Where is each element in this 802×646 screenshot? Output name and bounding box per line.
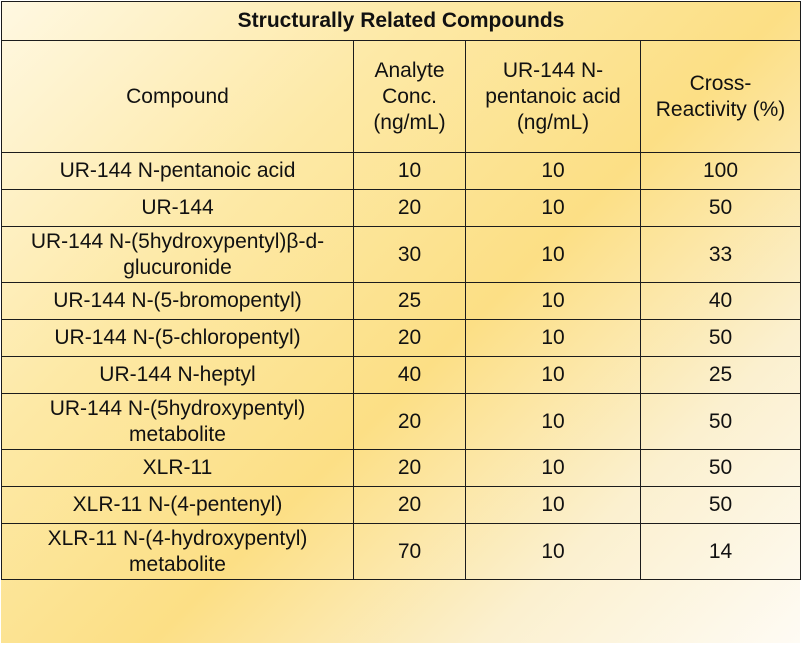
analyte-conc-cell: 40 xyxy=(354,357,466,394)
cross-reactivity-cell: 50 xyxy=(641,450,801,487)
cross-reactivity-cell: 14 xyxy=(641,524,801,580)
pentanoic-conc-cell: 10 xyxy=(466,227,641,283)
table-title: Structurally Related Compounds xyxy=(2,2,801,41)
cross-reactivity-cell: 50 xyxy=(641,320,801,357)
table-row xyxy=(2,190,801,227)
analyte-conc-cell: 20 xyxy=(354,320,466,357)
compound-cell: XLR-11 xyxy=(2,450,354,487)
analyte-conc-cell: 20 xyxy=(354,450,466,487)
cross-reactivity-cell: 50 xyxy=(641,190,801,227)
compound-cell: XLR-11 N-(4-hydroxypentyl) metabolite xyxy=(2,524,354,580)
analyte-conc-cell: 20 xyxy=(354,190,466,227)
cross-reactivity-cell: 25 xyxy=(641,357,801,394)
table-row xyxy=(2,357,801,394)
compound-cell: UR-144 xyxy=(2,190,354,227)
cross-reactivity-cell: 50 xyxy=(641,487,801,524)
pentanoic-conc-cell: 10 xyxy=(466,153,641,190)
table-row xyxy=(2,227,801,283)
table-row xyxy=(2,450,801,487)
header-compound: Compound xyxy=(2,41,354,153)
cross-reactivity-table xyxy=(1,1,801,580)
analyte-conc-cell: 10 xyxy=(354,153,466,190)
compound-cell: UR-144 N-(5hydroxypentyl)β-d-glucuronide xyxy=(2,227,354,283)
cross-reactivity-cell: 50 xyxy=(641,394,801,450)
cross-reactivity-cell: 40 xyxy=(641,283,801,320)
table-row xyxy=(2,394,801,450)
pentanoic-conc-cell: 10 xyxy=(466,524,641,580)
header-pentanoic-acid-conc: UR-144 N-pentanoic acid (ng/mL) xyxy=(466,41,641,153)
analyte-conc-cell: 20 xyxy=(354,487,466,524)
analyte-conc-cell: 70 xyxy=(354,524,466,580)
analyte-conc-cell: 25 xyxy=(354,283,466,320)
compound-cell: UR-144 N-(5hydroxypentyl) metabolite xyxy=(2,394,354,450)
compound-cell: UR-144 N-pentanoic acid xyxy=(2,153,354,190)
cross-reactivity-cell: 33 xyxy=(641,227,801,283)
pentanoic-conc-cell: 10 xyxy=(466,394,641,450)
compound-cell: UR-144 N-heptyl xyxy=(2,357,354,394)
compound-cell: UR-144 N-(5-chloropentyl) xyxy=(2,320,354,357)
analyte-conc-cell: 20 xyxy=(354,394,466,450)
pentanoic-conc-cell: 10 xyxy=(466,450,641,487)
pentanoic-conc-cell: 10 xyxy=(466,283,641,320)
pentanoic-conc-cell: 10 xyxy=(466,190,641,227)
table-row xyxy=(2,283,801,320)
table-row xyxy=(2,487,801,524)
table-row xyxy=(2,524,801,580)
pentanoic-conc-cell: 10 xyxy=(466,487,641,524)
table-row xyxy=(2,153,801,190)
header-analyte-conc: Analyte Conc. (ng/mL) xyxy=(354,41,466,153)
compound-cell: UR-144 N-(5-bromopentyl) xyxy=(2,283,354,320)
compound-cell: XLR-11 N-(4-pentenyl) xyxy=(2,487,354,524)
pentanoic-conc-cell: 10 xyxy=(466,357,641,394)
table-row xyxy=(2,320,801,357)
cross-reactivity-cell: 100 xyxy=(641,153,801,190)
analyte-conc-cell: 30 xyxy=(354,227,466,283)
pentanoic-conc-cell: 10 xyxy=(466,320,641,357)
table-container xyxy=(1,1,800,643)
header-cross-reactivity: Cross-Reactivity (%) xyxy=(641,41,801,153)
